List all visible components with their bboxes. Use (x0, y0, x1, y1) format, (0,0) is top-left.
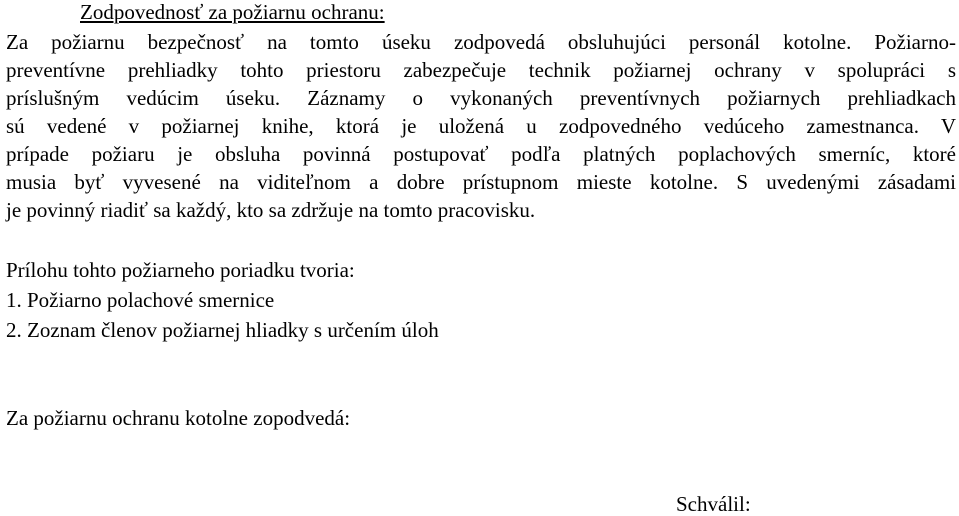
paragraph-line: sú vedené v požiarnej knihe, ktorá je uložená u zodpovedného vedúceho zamestnanca. V (6, 114, 956, 138)
section-heading: Zodpovednosť za požiarnu ochranu: (80, 0, 385, 24)
paragraph-line: Za požiarnu bezpečnosť na tomto úseku zodpovedá obsluhujúci personál kotolne. Požiarno- (6, 30, 956, 54)
paragraph-line: prípade požiaru je obsluha povinná postupovať podľa platných poplachových smerníc, ktoré (6, 142, 956, 166)
paragraph-line: príslušným vedúcim úseku. Záznamy o vykonaných preventívnych požiarnych prehliadkach (6, 86, 956, 110)
attachments-intro: Prílohu tohto požiarneho poriadku tvoria: (6, 258, 355, 282)
responsible-label: Za požiarnu ochranu kotolne zopodvedá: (6, 406, 351, 430)
attachment-item: 1. Požiarno polachové smernice (6, 288, 275, 312)
attachment-item: 2. Zoznam členov požiarnej hliadky s určením úloh (6, 318, 439, 342)
paragraph-line: je povinný riadiť sa každý, kto sa zdržuje na tomto pracovisku. (6, 198, 536, 222)
approved-label: Schválil: (676, 492, 751, 516)
paragraph-line: preventívne prehliadky tohto priestoru zabezpečuje technik požiarnej ochrany v spolupráci s (6, 58, 956, 82)
paragraph-line: musia byť vyvesené na viditeľnom a dobre prístupnom mieste kotolne. S uvedenými zásadami (6, 170, 956, 194)
